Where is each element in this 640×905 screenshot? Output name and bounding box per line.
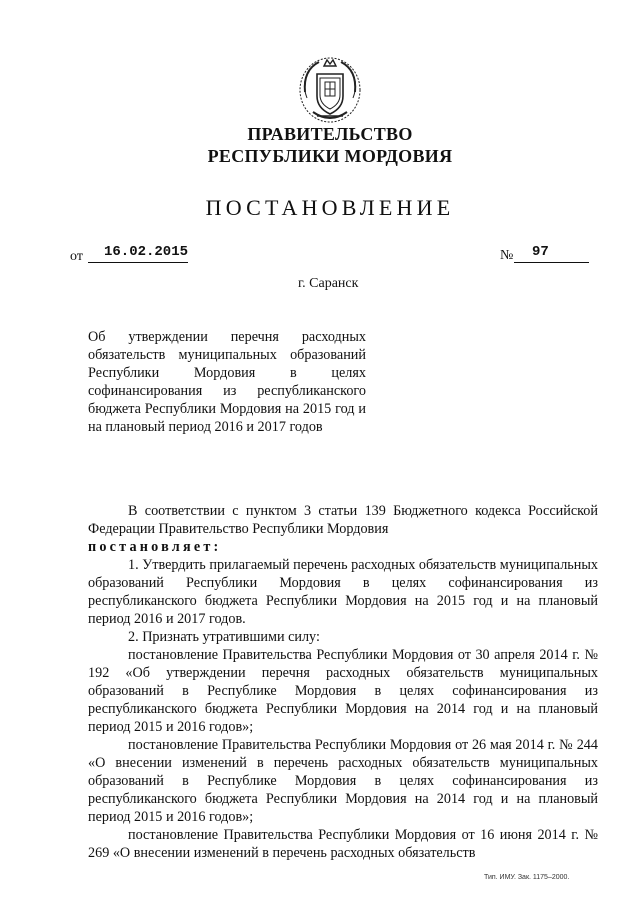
coat-of-arms-icon xyxy=(295,52,365,124)
org-name-line1: ПРАВИТЕЛЬСТВО xyxy=(247,124,413,144)
document-date: 16.02.2015 xyxy=(104,244,189,260)
date-underline xyxy=(88,262,188,263)
intro-paragraph: В соответствии с пунктом 3 статьи 139 Бюджетного кодекса Российской Федерации Правительство Республики Мордовия xyxy=(88,503,598,537)
date-label: от xyxy=(70,249,83,264)
print-footer: Тип. ИМУ. Зак. 1175–2000. xyxy=(484,874,570,881)
repealed-act-1: постановление Правительства Республики Мордовия от 30 апреля 2014 г. № 192 «Об утверждении перечня расходных обязательств муниципальных образований в Республике Мордовия в целях софинансирования из республиканского бюджета Республики Мордовия на 2014 год и на плановый период 2015 и 2016 годов»; xyxy=(88,647,598,735)
document-number: 97 xyxy=(532,244,549,260)
document-type: ПОСТАНОВЛЕНИЕ xyxy=(205,195,455,220)
item-1: 1. Утвердить прилагаемый перечень расходных обязательств муниципальных образований Республики Мордовия в целях софинансирования из республиканского бюджета Республики Мордовия на 2015 год и на плановый период 2016 и 2017 годов. xyxy=(88,557,598,627)
number-underline xyxy=(514,262,589,263)
repealed-act-3: постановление Правительства Республики Мордовия от 16 июня 2014 г. № 269 «О внесении изменений в перечень расходных обязательств xyxy=(88,827,598,861)
resolves-keyword: постановляет: xyxy=(88,539,222,555)
document-body xyxy=(88,502,598,862)
document-subject: Об утверждении перечня расходных обязательств муниципальных образований Республики Мордовия в целях софинансирования из республиканского бюджета Республики Мордовия на 2015 год и на плановый период 2016 и 2017 годов xyxy=(88,329,366,435)
city: г. Саранск xyxy=(298,276,359,291)
repealed-act-2: постановление Правительства Республики Мордовия от 26 мая 2014 г. № 244 «О внесении изменений в перечень расходных обязательств муниципальных образований в Республике Мордовия в целях софинансирования из республиканского бюджета Республики Мордовия на 2014 год и на плановый период 2015 и 2016 годов»; xyxy=(88,737,598,825)
item-2: 2. Признать утратившими силу: xyxy=(128,629,320,645)
number-label: № xyxy=(500,248,514,263)
org-name-line2: РЕСПУБЛИКИ МОРДОВИЯ xyxy=(207,146,453,166)
